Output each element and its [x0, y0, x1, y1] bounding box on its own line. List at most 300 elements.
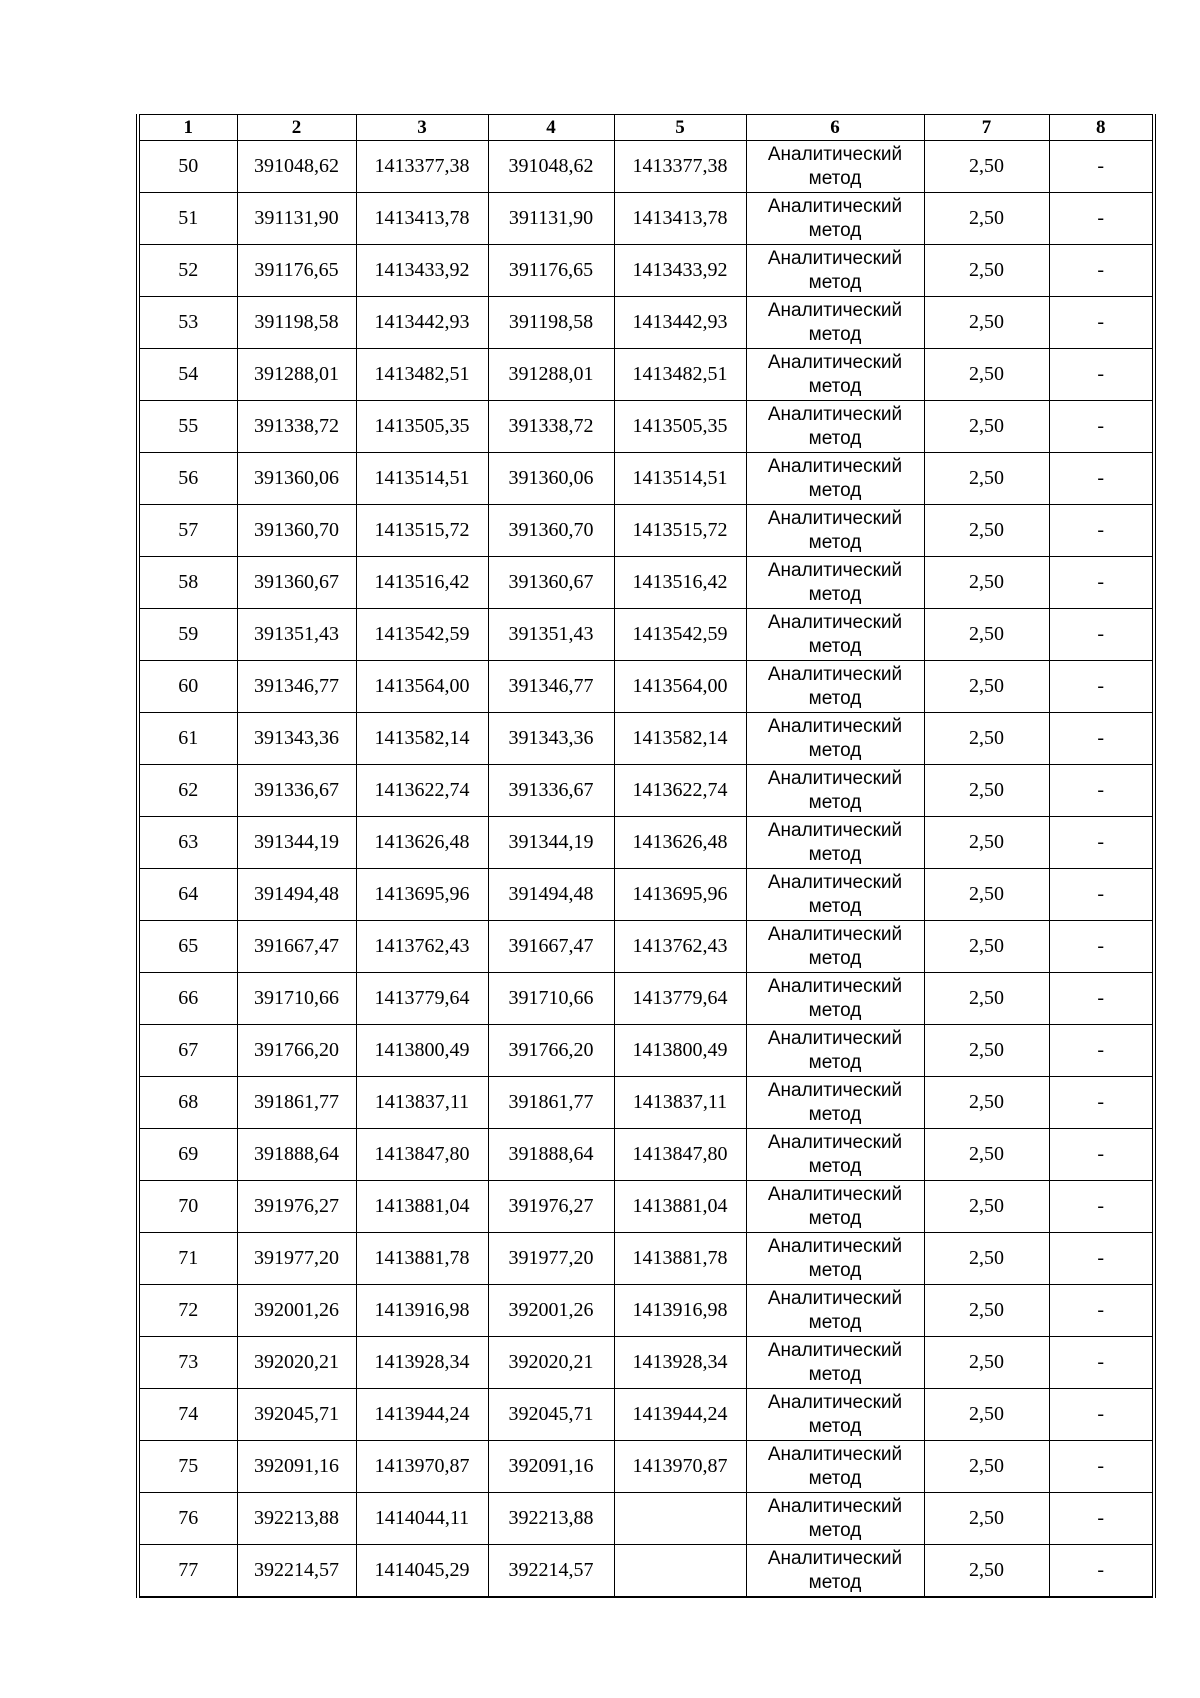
method-line-1: Аналитический: [767, 1183, 903, 1205]
point-number-cell: 53: [138, 297, 237, 349]
method-line-2: метод: [808, 1155, 862, 1177]
method-line-1: Аналитический: [767, 1391, 903, 1413]
table-row: [138, 765, 1154, 817]
method-line-1: Аналитический: [767, 1235, 903, 1257]
y-coordinate-cell: 1413413,78: [356, 193, 488, 245]
method-cell: [746, 297, 924, 349]
method-line-2: метод: [808, 375, 862, 397]
accuracy-cell: 2,50: [924, 765, 1049, 817]
table-row: [138, 193, 1154, 245]
column-8-cell: -: [1049, 141, 1154, 193]
y-coordinate-2-cell: 1413622,74: [614, 765, 746, 817]
point-number-cell: 69: [138, 1129, 237, 1181]
y-coordinate-2-cell: 1413582,14: [614, 713, 746, 765]
table-row: [138, 1545, 1154, 1598]
accuracy-cell: 2,50: [924, 557, 1049, 609]
y-coordinate-cell: 1413622,74: [356, 765, 488, 817]
method-line-1: Аналитический: [767, 143, 903, 165]
method-line-2: метод: [808, 479, 862, 501]
table-row: [138, 1077, 1154, 1129]
column-8-cell: -: [1049, 1441, 1154, 1493]
method-line-1: Аналитический: [767, 1339, 903, 1361]
method-cell: [746, 921, 924, 973]
column-8-cell: -: [1049, 765, 1154, 817]
method-line-2: метод: [808, 687, 862, 709]
accuracy-cell: 2,50: [924, 401, 1049, 453]
point-number-cell: 55: [138, 401, 237, 453]
y-coordinate-cell: 1413881,04: [356, 1181, 488, 1233]
method-line-1: Аналитический: [767, 871, 903, 893]
method-cell: [746, 609, 924, 661]
method-cell: [746, 453, 924, 505]
x-coordinate-cell: 391976,27: [237, 1181, 356, 1233]
y-coordinate-2-cell: 1413928,34: [614, 1337, 746, 1389]
point-number-cell: 65: [138, 921, 237, 973]
x-coordinate-2-cell: 391351,43: [488, 609, 614, 661]
column-8-cell: -: [1049, 1545, 1154, 1598]
method-line-2: метод: [808, 1571, 862, 1593]
x-coordinate-2-cell: 391198,58: [488, 297, 614, 349]
y-coordinate-2-cell: 1413695,96: [614, 869, 746, 921]
point-number-cell: 61: [138, 713, 237, 765]
point-number-cell: 51: [138, 193, 237, 245]
column-8-cell: -: [1049, 401, 1154, 453]
x-coordinate-2-cell: 391976,27: [488, 1181, 614, 1233]
x-coordinate-cell: 391351,43: [237, 609, 356, 661]
accuracy-cell: 2,50: [924, 245, 1049, 297]
column-8-cell: -: [1049, 1493, 1154, 1545]
method-line-2: метод: [808, 895, 862, 917]
coordinates-table: [136, 114, 1156, 1598]
x-coordinate-2-cell: 391888,64: [488, 1129, 614, 1181]
x-coordinate-cell: 391888,64: [237, 1129, 356, 1181]
table-row: [138, 817, 1154, 869]
x-coordinate-cell: 392214,57: [237, 1545, 356, 1598]
x-coordinate-cell: 391346,77: [237, 661, 356, 713]
accuracy-cell: 2,50: [924, 1233, 1049, 1285]
y-coordinate-cell: 1413433,92: [356, 245, 488, 297]
table-row: [138, 349, 1154, 401]
method-line-1: Аналитический: [767, 1079, 903, 1101]
y-coordinate-cell: 1413564,00: [356, 661, 488, 713]
y-coordinate-2-cell: 1413542,59: [614, 609, 746, 661]
point-number-cell: 64: [138, 869, 237, 921]
x-coordinate-2-cell: 391710,66: [488, 973, 614, 1025]
method-line-1: Аналитический: [767, 507, 903, 529]
y-coordinate-cell: 1413944,24: [356, 1389, 488, 1441]
table-row: [138, 869, 1154, 921]
y-coordinate-cell: 1414044,11: [356, 1493, 488, 1545]
x-coordinate-2-cell: 391346,77: [488, 661, 614, 713]
method-cell: [746, 1025, 924, 1077]
method-line-2: метод: [808, 583, 862, 605]
method-cell: [746, 1493, 924, 1545]
x-coordinate-2-cell: 391360,70: [488, 505, 614, 557]
method-line-2: метод: [808, 843, 862, 865]
y-coordinate-2-cell: 1413800,49: [614, 1025, 746, 1077]
method-line-2: метод: [808, 791, 862, 813]
column-8-cell: -: [1049, 661, 1154, 713]
method-line-2: метод: [808, 739, 862, 761]
point-number-cell: 60: [138, 661, 237, 713]
method-line-1: Аналитический: [767, 403, 903, 425]
x-coordinate-2-cell: 391131,90: [488, 193, 614, 245]
accuracy-cell: 2,50: [924, 1493, 1049, 1545]
point-number-cell: 70: [138, 1181, 237, 1233]
point-number-cell: 75: [138, 1441, 237, 1493]
x-coordinate-cell: 391360,70: [237, 505, 356, 557]
method-line-1: Аналитический: [767, 1443, 903, 1465]
table-row: [138, 141, 1154, 193]
table-row: [138, 713, 1154, 765]
point-number-cell: 57: [138, 505, 237, 557]
column-header: 8: [1049, 115, 1154, 141]
point-number-cell: 73: [138, 1337, 237, 1389]
point-number-cell: 54: [138, 349, 237, 401]
point-number-cell: 56: [138, 453, 237, 505]
point-number-cell: 63: [138, 817, 237, 869]
accuracy-cell: 2,50: [924, 609, 1049, 661]
point-number-cell: 52: [138, 245, 237, 297]
table-row: [138, 1441, 1154, 1493]
point-number-cell: 77: [138, 1545, 237, 1598]
table-row: [138, 557, 1154, 609]
x-coordinate-cell: 391338,72: [237, 401, 356, 453]
accuracy-cell: 2,50: [924, 817, 1049, 869]
accuracy-cell: 2,50: [924, 1441, 1049, 1493]
y-coordinate-2-cell: 1413970,87: [614, 1441, 746, 1493]
column-8-cell: -: [1049, 1389, 1154, 1441]
method-line-1: Аналитический: [767, 1131, 903, 1153]
x-coordinate-2-cell: 392213,88: [488, 1493, 614, 1545]
method-line-2: метод: [808, 167, 862, 189]
column-8-cell: -: [1049, 1129, 1154, 1181]
column-8-cell: -: [1049, 1285, 1154, 1337]
y-coordinate-cell: 1413881,78: [356, 1233, 488, 1285]
method-cell: [746, 765, 924, 817]
point-number-cell: 68: [138, 1077, 237, 1129]
method-cell: [746, 141, 924, 193]
y-coordinate-cell: 1413377,38: [356, 141, 488, 193]
x-coordinate-2-cell: 391336,67: [488, 765, 614, 817]
column-8-cell: -: [1049, 557, 1154, 609]
accuracy-cell: 2,50: [924, 193, 1049, 245]
x-coordinate-cell: 392045,71: [237, 1389, 356, 1441]
y-coordinate-cell: 1413516,42: [356, 557, 488, 609]
column-8-cell: -: [1049, 1181, 1154, 1233]
accuracy-cell: 2,50: [924, 1285, 1049, 1337]
y-coordinate-cell: 1413515,72: [356, 505, 488, 557]
method-cell: [746, 1233, 924, 1285]
x-coordinate-cell: 391131,90: [237, 193, 356, 245]
x-coordinate-2-cell: 391343,36: [488, 713, 614, 765]
accuracy-cell: 2,50: [924, 1389, 1049, 1441]
method-line-1: Аналитический: [767, 455, 903, 477]
column-8-cell: -: [1049, 1337, 1154, 1389]
table-row: [138, 1129, 1154, 1181]
method-line-1: Аналитический: [767, 1495, 903, 1517]
column-8-cell: -: [1049, 245, 1154, 297]
method-cell: [746, 817, 924, 869]
method-cell: [746, 245, 924, 297]
x-coordinate-cell: 391288,01: [237, 349, 356, 401]
y-coordinate-2-cell: 1413881,04: [614, 1181, 746, 1233]
y-coordinate-cell: 1413800,49: [356, 1025, 488, 1077]
method-cell: [746, 1337, 924, 1389]
method-cell: [746, 869, 924, 921]
method-line-1: Аналитический: [767, 1027, 903, 1049]
x-coordinate-cell: 391336,67: [237, 765, 356, 817]
y-coordinate-cell: 1413847,80: [356, 1129, 488, 1181]
y-coordinate-cell: 1413542,59: [356, 609, 488, 661]
column-8-cell: -: [1049, 1233, 1154, 1285]
method-cell: [746, 1441, 924, 1493]
x-coordinate-2-cell: 391766,20: [488, 1025, 614, 1077]
x-coordinate-cell: 391360,67: [237, 557, 356, 609]
column-8-cell: -: [1049, 713, 1154, 765]
y-coordinate-2-cell: 1413837,11: [614, 1077, 746, 1129]
table-row: [138, 1025, 1154, 1077]
column-8-cell: -: [1049, 505, 1154, 557]
x-coordinate-2-cell: 391360,06: [488, 453, 614, 505]
x-coordinate-cell: 392091,16: [237, 1441, 356, 1493]
method-cell: [746, 1077, 924, 1129]
method-line-2: метод: [808, 947, 862, 969]
x-coordinate-2-cell: 391977,20: [488, 1233, 614, 1285]
method-cell: [746, 557, 924, 609]
method-line-2: метод: [808, 1519, 862, 1541]
point-number-cell: 74: [138, 1389, 237, 1441]
y-coordinate-2-cell: 1413762,43: [614, 921, 746, 973]
x-coordinate-2-cell: 391344,19: [488, 817, 614, 869]
x-coordinate-cell: 391198,58: [237, 297, 356, 349]
y-coordinate-cell: 1413626,48: [356, 817, 488, 869]
method-line-2: метод: [808, 323, 862, 345]
x-coordinate-cell: 391667,47: [237, 921, 356, 973]
method-line-1: Аналитический: [767, 923, 903, 945]
accuracy-cell: 2,50: [924, 869, 1049, 921]
method-cell: [746, 713, 924, 765]
y-coordinate-2-cell: 1413847,80: [614, 1129, 746, 1181]
method-line-1: Аналитический: [767, 611, 903, 633]
point-number-cell: 66: [138, 973, 237, 1025]
x-coordinate-cell: 391710,66: [237, 973, 356, 1025]
y-coordinate-2-cell: 1413516,42: [614, 557, 746, 609]
accuracy-cell: 2,50: [924, 661, 1049, 713]
method-line-1: Аналитический: [767, 299, 903, 321]
table-row: [138, 609, 1154, 661]
y-coordinate-cell: 1414045,29: [356, 1545, 488, 1598]
y-coordinate-2-cell: [614, 1545, 746, 1598]
method-line-2: метод: [808, 1103, 862, 1125]
column-8-cell: -: [1049, 1025, 1154, 1077]
y-coordinate-cell: 1413916,98: [356, 1285, 488, 1337]
y-coordinate-2-cell: 1413626,48: [614, 817, 746, 869]
point-number-cell: 67: [138, 1025, 237, 1077]
table-row: [138, 401, 1154, 453]
y-coordinate-cell: 1413505,35: [356, 401, 488, 453]
y-coordinate-cell: 1413928,34: [356, 1337, 488, 1389]
x-coordinate-2-cell: 391667,47: [488, 921, 614, 973]
method-line-1: Аналитический: [767, 819, 903, 841]
x-coordinate-cell: 391977,20: [237, 1233, 356, 1285]
table-row: [138, 245, 1154, 297]
y-coordinate-2-cell: [614, 1493, 746, 1545]
table-row: [138, 1233, 1154, 1285]
y-coordinate-2-cell: 1413413,78: [614, 193, 746, 245]
y-coordinate-cell: 1413442,93: [356, 297, 488, 349]
accuracy-cell: 2,50: [924, 1077, 1049, 1129]
method-line-1: Аналитический: [767, 663, 903, 685]
x-coordinate-2-cell: 391176,65: [488, 245, 614, 297]
method-line-2: метод: [808, 219, 862, 241]
method-line-2: метод: [808, 1311, 862, 1333]
column-header: 7: [924, 115, 1049, 141]
method-line-2: метод: [808, 271, 862, 293]
x-coordinate-2-cell: 391288,01: [488, 349, 614, 401]
accuracy-cell: 2,50: [924, 505, 1049, 557]
column-8-cell: -: [1049, 1077, 1154, 1129]
column-8-cell: -: [1049, 921, 1154, 973]
x-coordinate-cell: 391360,06: [237, 453, 356, 505]
table-row: [138, 1181, 1154, 1233]
y-coordinate-2-cell: 1413881,78: [614, 1233, 746, 1285]
method-line-2: метод: [808, 1363, 862, 1385]
x-coordinate-cell: 392001,26: [237, 1285, 356, 1337]
table-row: [138, 1389, 1154, 1441]
column-8-cell: -: [1049, 349, 1154, 401]
method-cell: [746, 973, 924, 1025]
y-coordinate-2-cell: 1413564,00: [614, 661, 746, 713]
table-body: [138, 141, 1154, 1598]
column-header: 2: [237, 115, 356, 141]
method-cell: [746, 193, 924, 245]
method-cell: [746, 1129, 924, 1181]
table-row: [138, 661, 1154, 713]
point-number-cell: 72: [138, 1285, 237, 1337]
method-line-1: Аналитический: [767, 715, 903, 737]
x-coordinate-2-cell: 392045,71: [488, 1389, 614, 1441]
column-header: 5: [614, 115, 746, 141]
method-line-2: метод: [808, 999, 862, 1021]
y-coordinate-2-cell: 1413944,24: [614, 1389, 746, 1441]
column-header: 3: [356, 115, 488, 141]
method-cell: [746, 1285, 924, 1337]
column-8-cell: -: [1049, 453, 1154, 505]
method-cell: [746, 401, 924, 453]
x-coordinate-cell: 391048,62: [237, 141, 356, 193]
column-8-cell: -: [1049, 609, 1154, 661]
x-coordinate-cell: 392020,21: [237, 1337, 356, 1389]
x-coordinate-cell: 391766,20: [237, 1025, 356, 1077]
y-coordinate-2-cell: 1413482,51: [614, 349, 746, 401]
method-line-1: Аналитический: [767, 195, 903, 217]
table-row: [138, 973, 1154, 1025]
x-coordinate-2-cell: 392020,21: [488, 1337, 614, 1389]
accuracy-cell: 2,50: [924, 973, 1049, 1025]
x-coordinate-2-cell: 392001,26: [488, 1285, 614, 1337]
method-line-1: Аналитический: [767, 559, 903, 581]
x-coordinate-2-cell: 391360,67: [488, 557, 614, 609]
table-row: [138, 453, 1154, 505]
point-number-cell: 62: [138, 765, 237, 817]
method-line-2: метод: [808, 531, 862, 553]
column-8-cell: -: [1049, 817, 1154, 869]
column-8-cell: -: [1049, 973, 1154, 1025]
column-8-cell: -: [1049, 869, 1154, 921]
accuracy-cell: 2,50: [924, 349, 1049, 401]
method-line-1: Аналитический: [767, 975, 903, 997]
accuracy-cell: 2,50: [924, 297, 1049, 349]
method-line-2: метод: [808, 1051, 862, 1073]
method-line-2: метод: [808, 1415, 862, 1437]
y-coordinate-2-cell: 1413779,64: [614, 973, 746, 1025]
method-cell: [746, 505, 924, 557]
accuracy-cell: 2,50: [924, 453, 1049, 505]
method-line-2: метод: [808, 1467, 862, 1489]
y-coordinate-cell: 1413695,96: [356, 869, 488, 921]
point-number-cell: 58: [138, 557, 237, 609]
accuracy-cell: 2,50: [924, 1337, 1049, 1389]
table-row: [138, 921, 1154, 973]
method-cell: [746, 1545, 924, 1598]
y-coordinate-2-cell: 1413514,51: [614, 453, 746, 505]
x-coordinate-cell: 392213,88: [237, 1493, 356, 1545]
method-line-2: метод: [808, 1207, 862, 1229]
x-coordinate-cell: 391494,48: [237, 869, 356, 921]
method-cell: [746, 1181, 924, 1233]
point-number-cell: 76: [138, 1493, 237, 1545]
x-coordinate-cell: 391343,36: [237, 713, 356, 765]
point-number-cell: 59: [138, 609, 237, 661]
method-line-2: метод: [808, 635, 862, 657]
x-coordinate-2-cell: 391494,48: [488, 869, 614, 921]
method-line-1: Аналитический: [767, 767, 903, 789]
table-row: [138, 505, 1154, 557]
method-cell: [746, 1389, 924, 1441]
x-coordinate-2-cell: 391861,77: [488, 1077, 614, 1129]
y-coordinate-cell: 1413762,43: [356, 921, 488, 973]
column-header: 6: [746, 115, 924, 141]
y-coordinate-2-cell: 1413442,93: [614, 297, 746, 349]
y-coordinate-2-cell: 1413515,72: [614, 505, 746, 557]
x-coordinate-2-cell: 391338,72: [488, 401, 614, 453]
method-line-1: Аналитический: [767, 247, 903, 269]
table-row: [138, 1337, 1154, 1389]
x-coordinate-cell: 391861,77: [237, 1077, 356, 1129]
table-row: [138, 297, 1154, 349]
y-coordinate-cell: 1413482,51: [356, 349, 488, 401]
y-coordinate-cell: 1413514,51: [356, 453, 488, 505]
column-header: 4: [488, 115, 614, 141]
y-coordinate-2-cell: 1413916,98: [614, 1285, 746, 1337]
accuracy-cell: 2,50: [924, 1545, 1049, 1598]
y-coordinate-cell: 1413779,64: [356, 973, 488, 1025]
accuracy-cell: 2,50: [924, 1025, 1049, 1077]
accuracy-cell: 2,50: [924, 713, 1049, 765]
accuracy-cell: 2,50: [924, 141, 1049, 193]
accuracy-cell: 2,50: [924, 1129, 1049, 1181]
table-row: [138, 1285, 1154, 1337]
x-coordinate-2-cell: 392091,16: [488, 1441, 614, 1493]
method-line-1: Аналитический: [767, 351, 903, 373]
table-header-row: [138, 115, 1154, 141]
method-line-1: Аналитический: [767, 1547, 903, 1569]
point-number-cell: 50: [138, 141, 237, 193]
method-line-2: метод: [808, 427, 862, 449]
column-header: 1: [138, 115, 237, 141]
column-8-cell: -: [1049, 193, 1154, 245]
